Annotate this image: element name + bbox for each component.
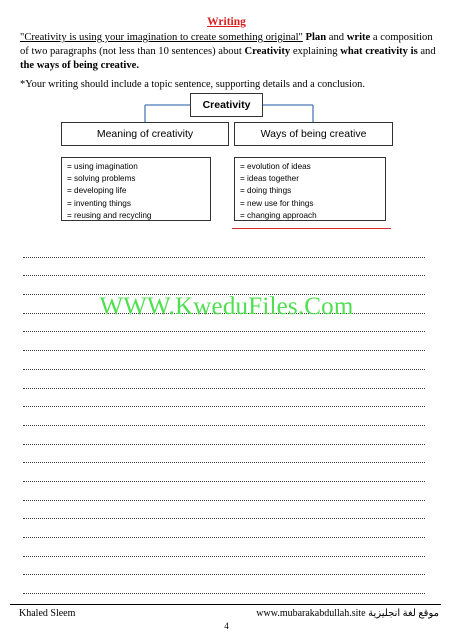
prompt-quote: "Creativity is using your imagination to create something original"	[20, 32, 303, 43]
writing-line[interactable]	[23, 538, 425, 557]
list-item: = changing approach	[240, 210, 317, 220]
writing-line[interactable]	[23, 426, 425, 445]
prompt-explaining: explaining	[292, 46, 338, 57]
list-item: = developing life	[67, 186, 127, 196]
writing-line[interactable]	[23, 463, 425, 482]
mindmap-center-box	[190, 93, 263, 117]
ways-list	[235, 158, 385, 225]
prompt-plan: Plan	[305, 32, 327, 43]
writing-tip: *Your writing should include a topic sentence, supporting details and a conclusion.	[20, 79, 365, 90]
watermark: WWW.KweduFiles.Com	[99, 293, 354, 320]
writing-line[interactable]	[23, 370, 425, 389]
writing-line[interactable]	[23, 501, 425, 520]
writing-line[interactable]	[23, 332, 425, 351]
writing-line[interactable]	[23, 258, 425, 277]
writing-line[interactable]	[23, 482, 425, 501]
accent-divider	[232, 228, 391, 229]
ways-heading-box	[234, 122, 393, 146]
footer-site: www.mubarakabdullah.site موقع لغة انجليزية	[256, 608, 439, 619]
prompt-creativity: Creativity	[244, 46, 291, 57]
mindmap-center-label: Creativity	[202, 99, 251, 111]
writing-line[interactable]	[23, 575, 425, 594]
footer-divider	[10, 604, 441, 605]
page-number: 4	[224, 621, 229, 631]
writing-line[interactable]	[23, 445, 425, 464]
list-item: = ideas together	[240, 174, 299, 184]
list-item: = inventing things	[67, 198, 131, 208]
writing-line[interactable]	[23, 351, 425, 370]
writing-line[interactable]	[23, 519, 425, 538]
list-item: = using imagination	[67, 162, 138, 171]
prompt-and: and	[328, 32, 345, 43]
page-title: Writing	[207, 16, 246, 28]
meaning-heading-box	[61, 122, 229, 146]
list-item: = reusing and recycling	[67, 210, 152, 220]
meaning-list-box	[61, 157, 211, 221]
prompt-and-2: and	[420, 46, 436, 57]
prompt-what: what creativity is	[340, 46, 418, 57]
prompt-ways: the ways of being creative.	[20, 60, 139, 71]
writing-line[interactable]	[23, 407, 425, 426]
writing-line[interactable]	[23, 239, 425, 258]
writing-line[interactable]	[23, 557, 425, 576]
ways-heading: Ways of being creative	[260, 128, 367, 140]
prompt-write: write	[346, 32, 371, 43]
ways-list-box	[234, 157, 386, 221]
list-item: = new use for things	[240, 198, 314, 208]
prompt-text: a composition of two paragraphs (not less than 10 sentences) about	[20, 32, 433, 57]
footer-author: Khaled Sleem	[19, 608, 76, 619]
list-item: = doing things	[240, 186, 292, 196]
meaning-list	[62, 158, 210, 225]
meaning-heading: Meaning of creativity	[96, 128, 194, 140]
writing-line[interactable]	[23, 389, 425, 408]
list-item: = evolution of ideas	[240, 162, 311, 171]
list-item: = solving problems	[67, 174, 136, 184]
